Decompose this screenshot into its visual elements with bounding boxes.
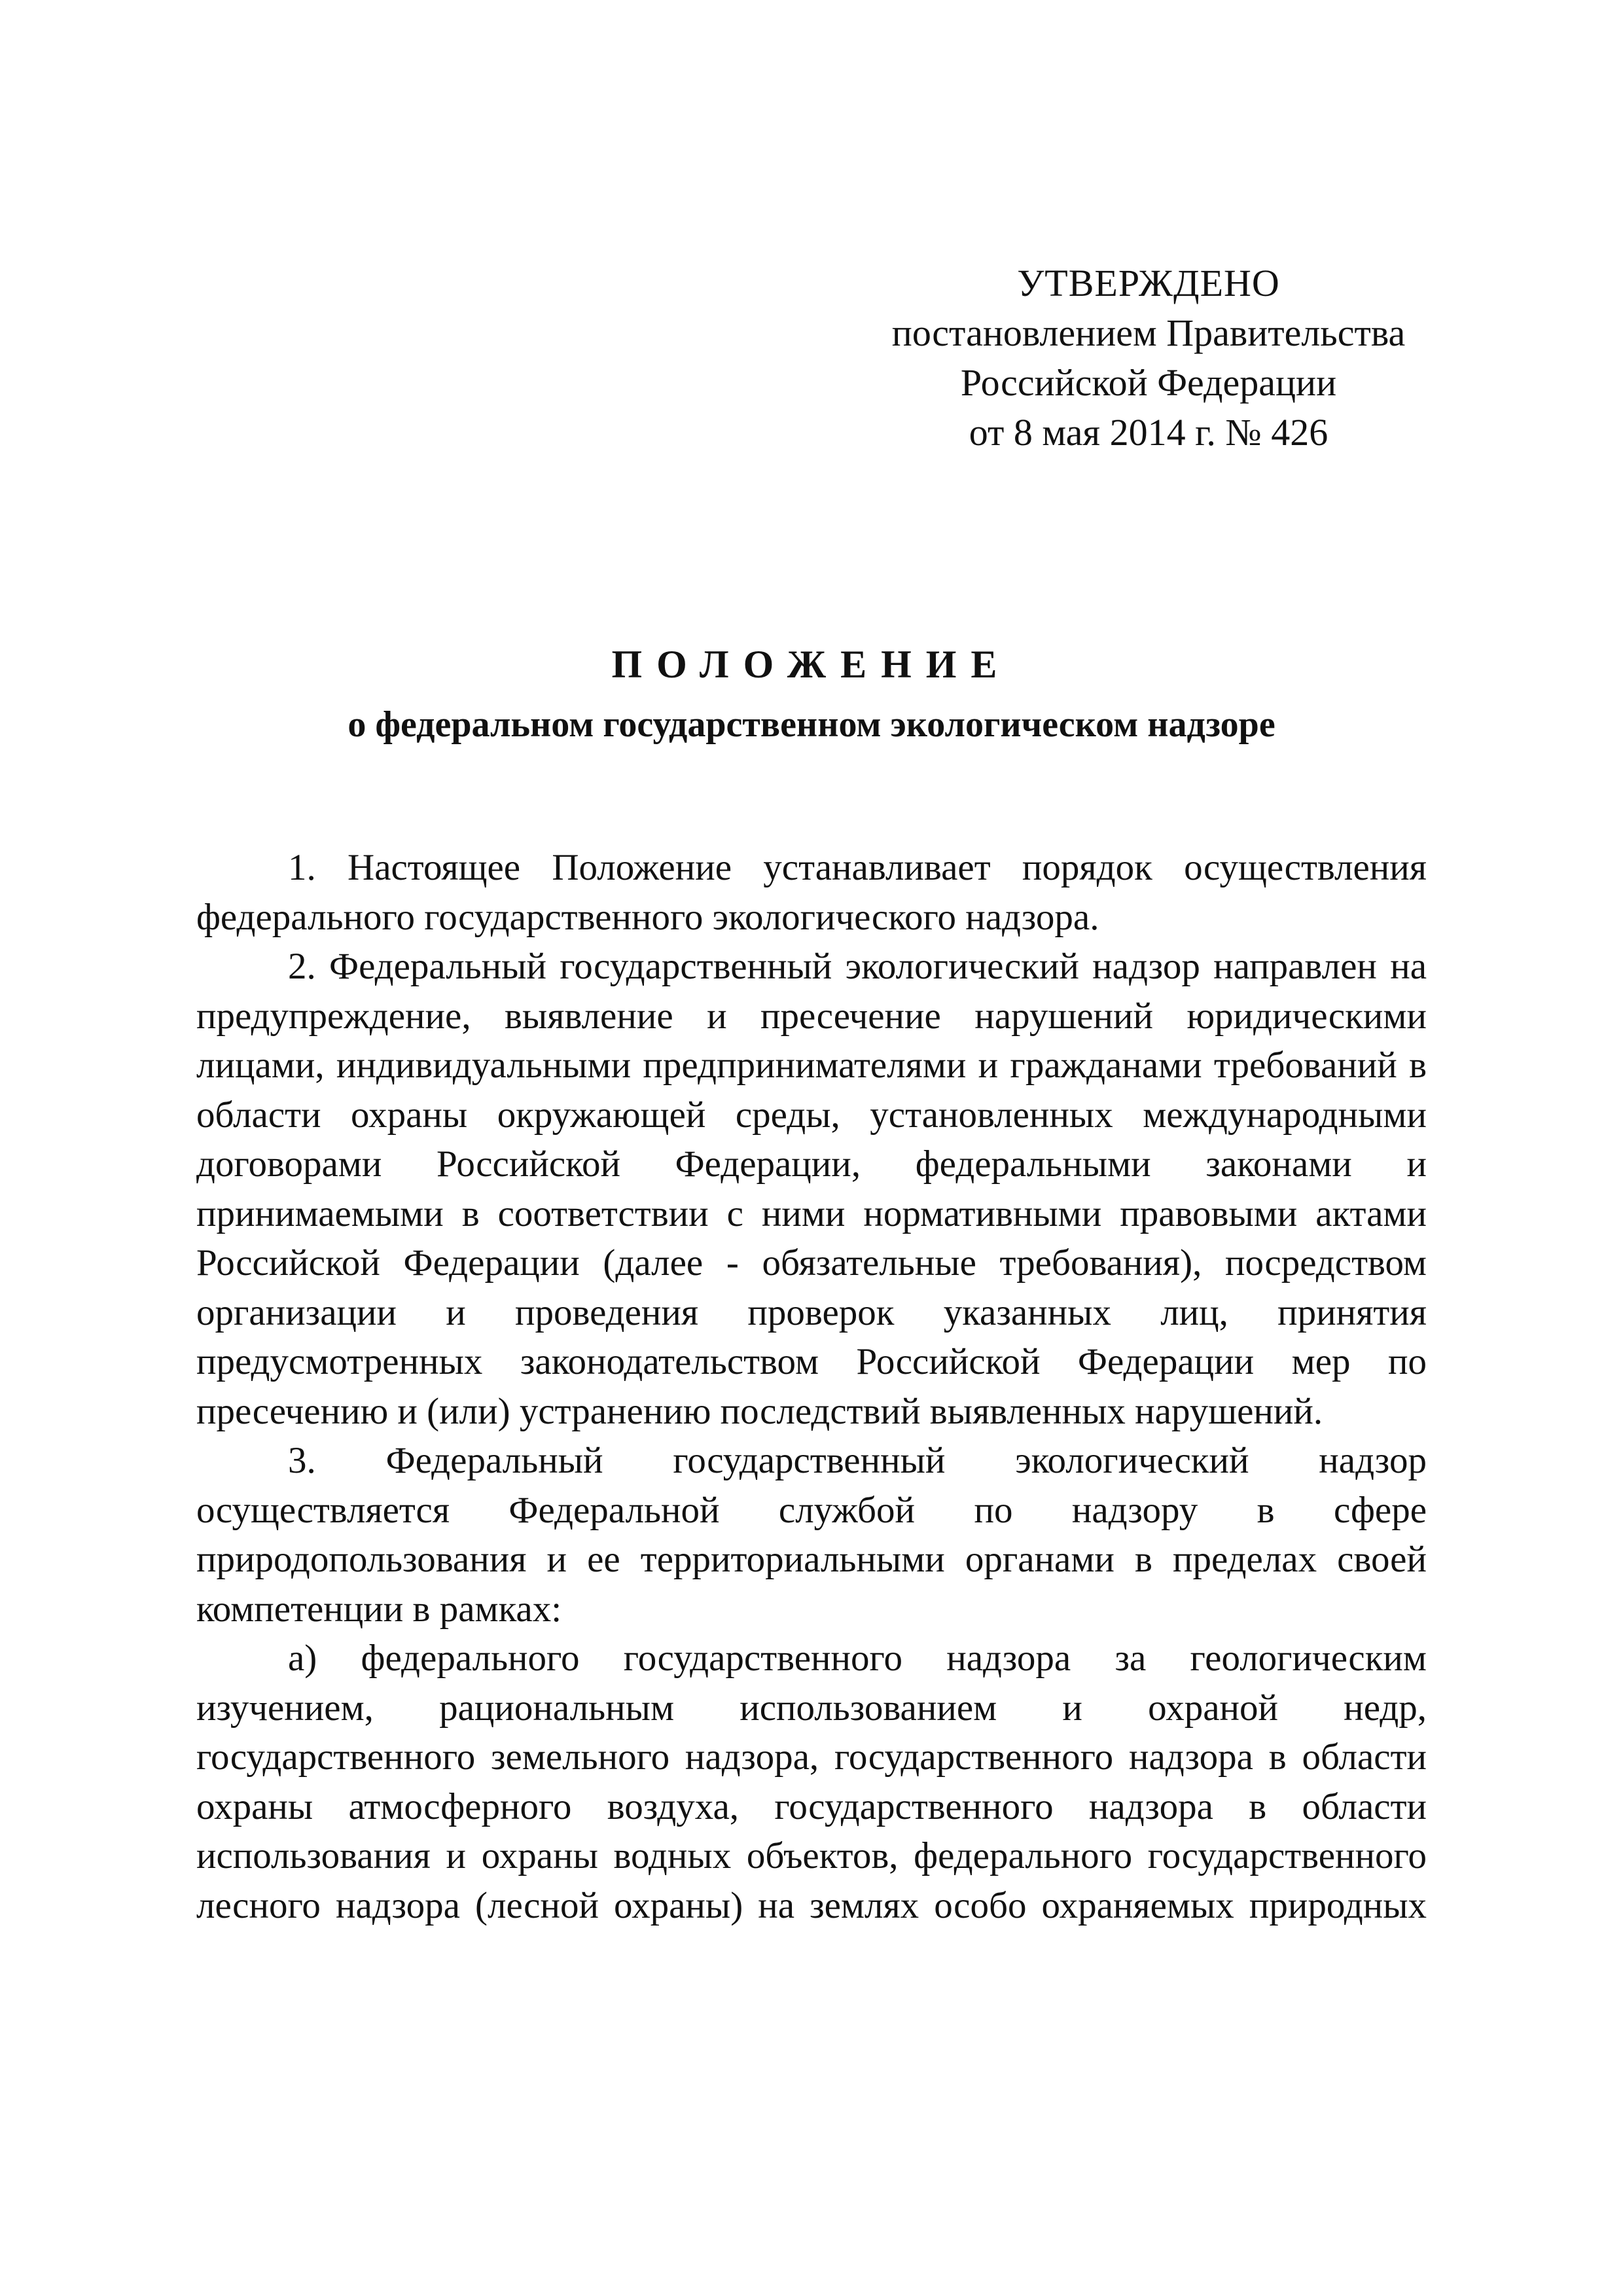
approval-date-number: от 8 мая 2014 г. № 426 [969, 411, 1329, 454]
paragraph-2: 2. Федеральный государственный экологический надзор направлен на предупреждение, выявление и пресечение нарушений юридическими лицами, индивидуальными предпринимателями и гражданами требований в области охраны окружающей среды, установленных международными договорами Российской Федерации, федеральными законами и принимаемыми в соответствии с ними нормативными правовыми актами Российской Федерации (далее - обязательные требования), посредством организации и проведения проверок указанных лиц, принятия предусмотренных законодательством Российской Федерации мер по пресечению и (или) устранению последствий выявленных нарушений. [196, 946, 1427, 1432]
approved-label: УТВЕРЖДЕНО [1017, 262, 1280, 304]
paragraph-3: 3. Федеральный государственный экологический надзор осуществляется Федеральной службой по надзору в сфере природопользования и ее территориальными органами в пределах своей компетенции в рамках: [196, 1440, 1427, 1630]
paragraph-3a: а) федерального государственного надзора за геологическим изучением, рациональным использованием и охраной недр, государственного земельного надзора, государственного надзора в области охраны атмосферного воздуха, государственного надзора в области использования и охраны водных объектов, федерального государственного лесного надзора (лесной охраны) на землях особо охраняемых природных [196, 1638, 1427, 1926]
paragraph-1: 1. Настоящее Положение устанавливает порядок осуществления федерального государственного экологического надзора. [196, 847, 1427, 938]
document-subtitle: о федеральном государственном экологическом надзоре [348, 704, 1275, 745]
document-title: ПОЛОЖЕНИЕ [611, 643, 1012, 686]
approval-authority: постановлением Правительства [891, 312, 1406, 354]
document-body [196, 843, 1427, 1930]
document-title-block [196, 638, 1427, 751]
approval-stamp [877, 259, 1420, 457]
approval-country: Российской Федерации [960, 361, 1337, 404]
